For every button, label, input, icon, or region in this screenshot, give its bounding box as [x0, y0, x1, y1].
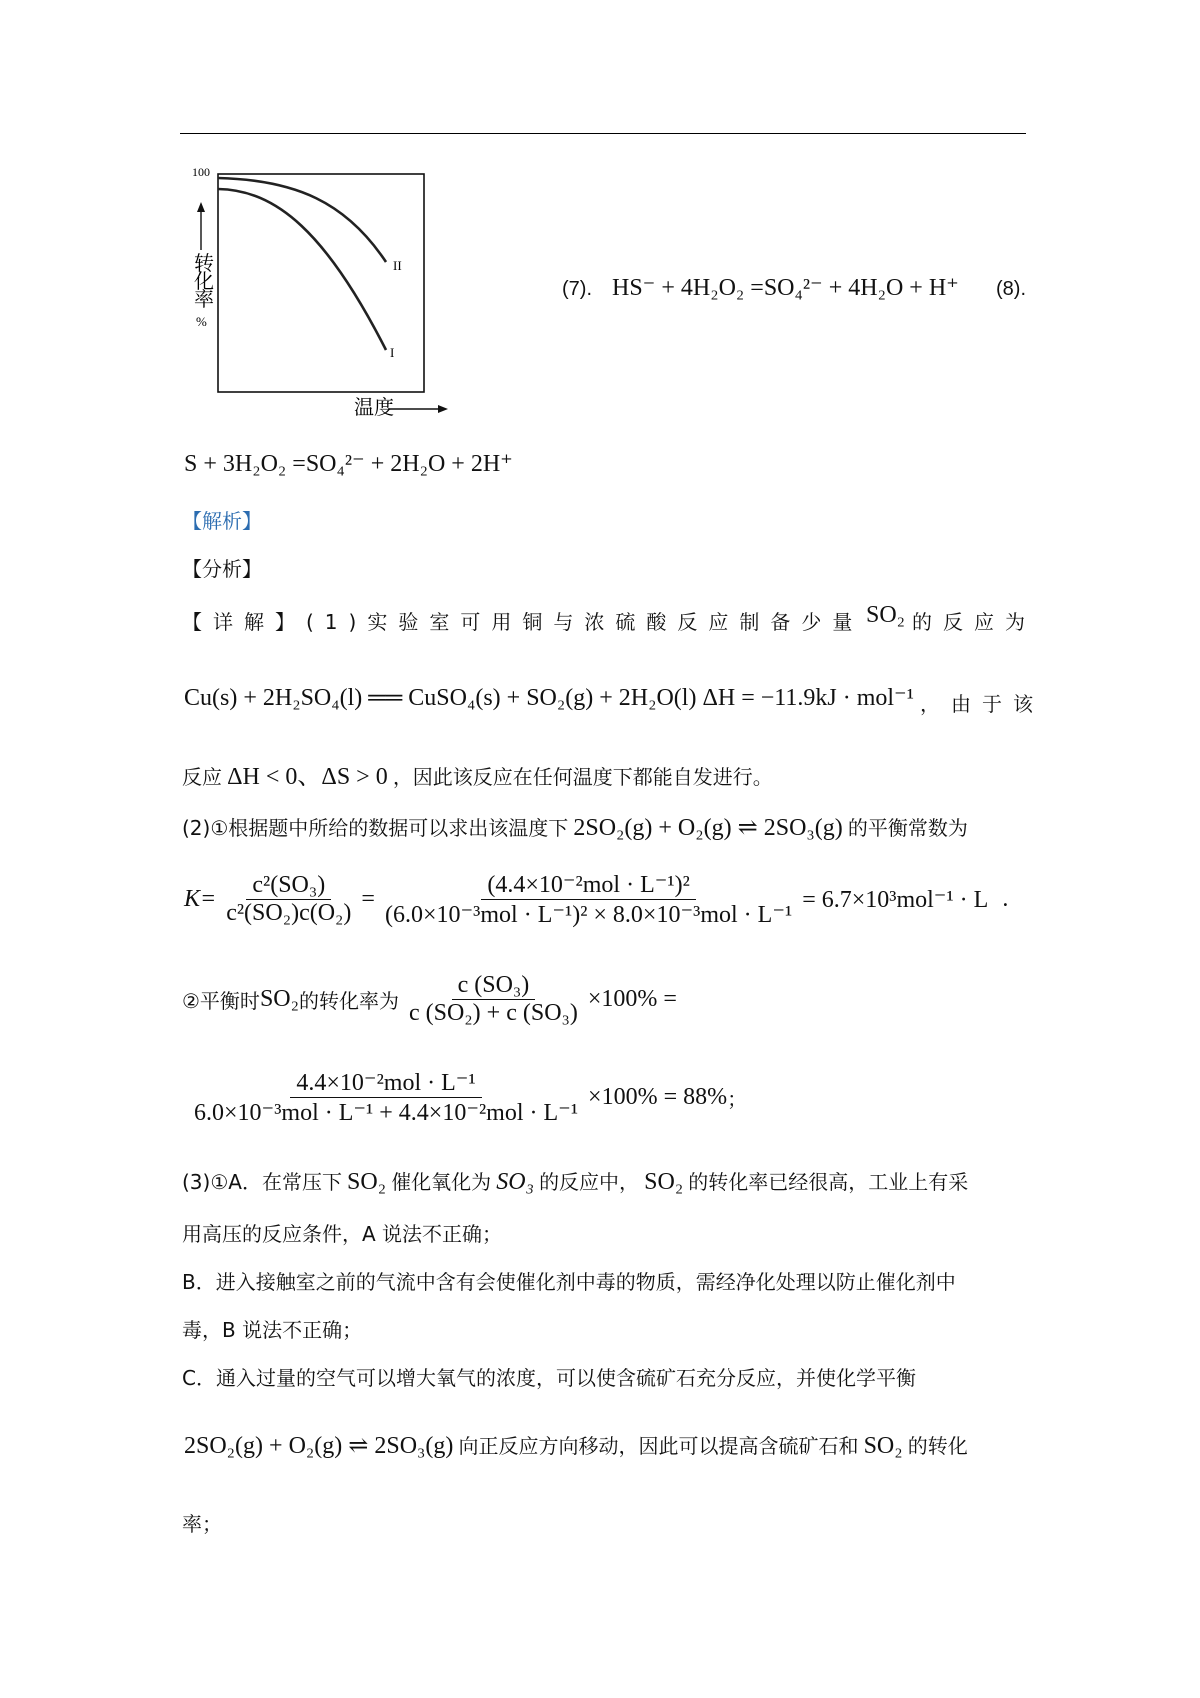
p3-a-line1: [182, 1166, 968, 1196]
p3-b-line2: 毒，B 说法不正确；: [182, 1318, 363, 1342]
p1-lead: (1)实验室可用铜与浓硫酸反应制备少量: [306, 610, 864, 634]
p1-line3-a: 反应: [182, 765, 222, 789]
K-result: = 6.7×10³mol⁻¹ · L: [802, 887, 989, 913]
y-label-unit: %: [196, 314, 207, 329]
p1-tail: ，由于该: [920, 692, 1044, 716]
p3-a-line2: 用高压的反应条件，A 说法不正确；: [182, 1222, 503, 1246]
p3-c-so2: SO₂: [863, 1433, 903, 1459]
answer-8-equation: S + 3H₂O₂ =SO₄²⁻ + 2H₂O + 2H⁺: [184, 451, 513, 477]
calc-den: 6.0×10⁻³mol · L⁻¹ + 4.4×10⁻²mol · L⁻¹: [194, 1100, 579, 1126]
K-label: K=: [184, 886, 217, 912]
K-den-2: (6.0×10⁻³mol · L⁻¹)² × 8.0×10⁻³mol · L⁻¹: [384, 902, 793, 928]
K-den-1: c²(SO₂)c(O₂): [226, 900, 352, 926]
curve-II: [218, 178, 386, 262]
curve-I-label: I: [390, 345, 395, 360]
K-end: .: [1002, 886, 1009, 912]
y-label-char-2: 化: [194, 271, 214, 293]
p3-a-so2b: SO₂: [644, 1169, 684, 1195]
p3-a-so2: SO₂: [347, 1169, 387, 1195]
p3-a-mid2: 的反应中，: [539, 1170, 640, 1194]
p1-line3-cond: ΔH < 0、ΔS > 0: [227, 764, 388, 790]
p3-a-lead: (3)①A．在常压下: [182, 1170, 342, 1194]
calc-result: ×100% = 88%: [588, 1084, 728, 1110]
conv-tail: ×100% =: [587, 986, 677, 1012]
p1-line3-b: ，因此该反应在任何温度下都能自发进行。: [392, 765, 773, 789]
K-num-1: c²(SO₃): [246, 872, 331, 900]
p3-a-so3: SO₃: [496, 1169, 534, 1195]
p1-so2: SO₂: [866, 602, 906, 628]
p2-reaction: 2SO₂(g) + O₂(g) ⇌ 2SO₃(g): [573, 815, 843, 841]
x-axis-arrow-head: [438, 405, 448, 413]
section-jiexi: 【解析】: [182, 509, 262, 533]
p3-b-line1: B．进入接触室之前的气流中含有会使催化剂中毒的物质，需经净化处理以防止催化剂中: [182, 1270, 956, 1294]
p2-lead: (2)①根据题中所给的数据可以求出该温度下: [182, 816, 569, 840]
calc-fraction: [188, 1068, 584, 1127]
conv-so2: SO₂: [259, 986, 299, 1012]
section-fenxi: 【分析】: [182, 557, 262, 581]
calc-end: ；: [727, 1087, 748, 1111]
conv-fraction: [403, 972, 584, 1027]
answer-7-equation: HS⁻ + 4H₂O₂ =SO₄²⁻ + 4H₂O + H⁺: [612, 275, 959, 301]
answer-8-label: (8).: [996, 278, 1026, 300]
curve-II-label: II: [393, 258, 402, 273]
p2-line1: [182, 812, 968, 842]
p3-c-line2: [184, 1430, 968, 1460]
calc-num: 4.4×10⁻²mol · L⁻¹: [290, 1068, 481, 1098]
section-xiangjie: [182, 606, 863, 635]
conv-mid: 的转化率为: [298, 989, 399, 1013]
y-tick-100: 100: [192, 165, 210, 179]
conv-num: c (SO₃): [452, 972, 536, 1000]
p3-c-line1: C．通入过量的空气可以增大氧气的浓度，可以使含硫矿石充分反应，并使化学平衡: [182, 1366, 916, 1390]
y-label-char-1: 转: [194, 253, 214, 275]
p3-c-tail: 的转化: [907, 1434, 968, 1458]
p3-c-reaction: 2SO₂(g) + O₂(g) ⇌ 2SO₃(g): [184, 1433, 454, 1459]
K-eq: =: [361, 886, 375, 912]
y-label-char-3: 率: [194, 289, 214, 311]
y-axis-arrow-head: [197, 202, 205, 212]
p2-tail: 的平衡常数为: [847, 816, 968, 840]
conv-lead: ②平衡时: [182, 989, 260, 1013]
K-fraction-1: [220, 872, 357, 927]
p2-K-expression: [184, 870, 1008, 929]
curve-I: [218, 189, 386, 350]
conv-den: c (SO₂) + c (SO₃): [408, 1000, 578, 1026]
header-rule: [180, 133, 1026, 134]
p3-a-mid: 催化氧化为: [391, 1170, 492, 1194]
p3-c-line3: 率；: [182, 1512, 222, 1536]
answer-7-label: (7).: [562, 278, 592, 300]
p2-conversion: [182, 972, 677, 1027]
p3-a-tail: 的转化率已经很高，工业上有采: [688, 1170, 969, 1194]
conversion-temperature-figure: [186, 160, 456, 430]
p1-lead-end: 的反应为: [912, 610, 1036, 634]
K-fraction-2: [379, 870, 798, 929]
x-label: 温度: [354, 397, 394, 419]
K-num-2: (4.4×10⁻²mol · L⁻¹)²: [481, 870, 695, 900]
p1-line3: [182, 756, 773, 791]
p3-c-mid: 向正反应方向移动，因此可以提高含硫矿石和: [458, 1434, 859, 1458]
p2-calc: [184, 1068, 747, 1127]
p1-equation: Cu(s) + 2H₂SO₄(l) ══ CuSO₄(s) + SO₂(g) + 2H₂O(l) ΔH = −11.9kJ · mol⁻¹: [184, 685, 914, 711]
xiangjie-heading: 【详解】: [182, 610, 306, 634]
